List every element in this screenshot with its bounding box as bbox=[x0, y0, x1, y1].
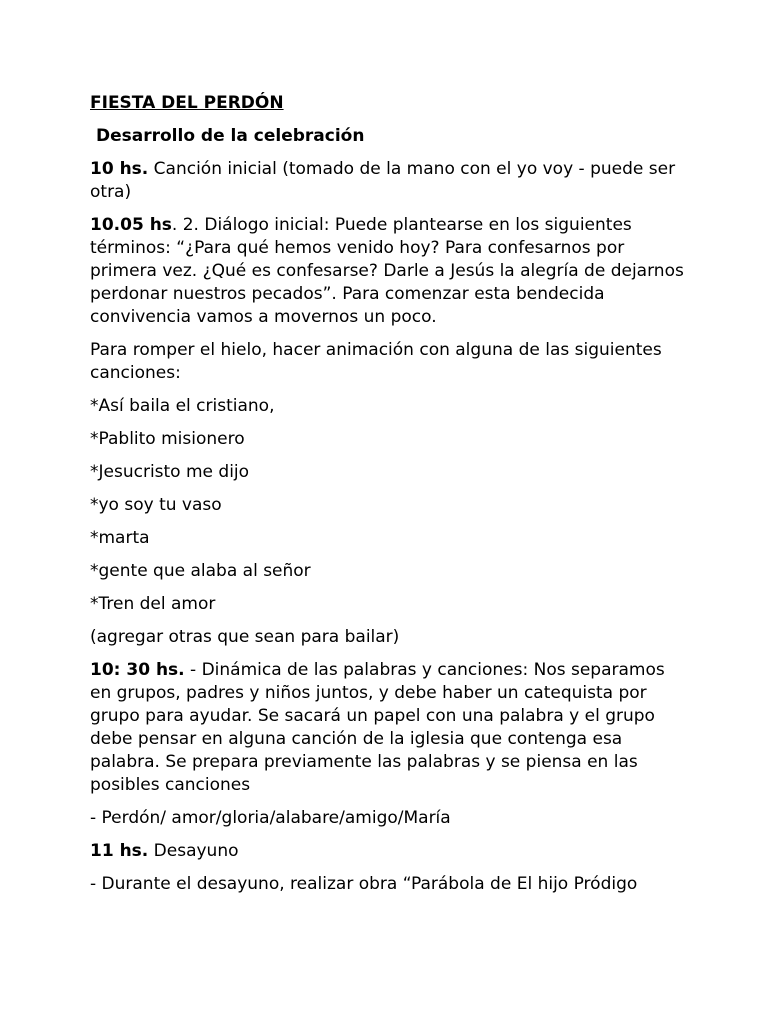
song-item: *Tren del amor bbox=[90, 594, 216, 614]
song-item: *Jesucristo me dijo bbox=[90, 462, 250, 482]
paragraph-breakfast-note: - Durante el desayuno, realizar obra “Parábola de El hijo Pródigo bbox=[90, 874, 638, 894]
song-item: *gente que alaba al señor bbox=[90, 561, 311, 581]
song-item: *yo soy tu vaso bbox=[90, 495, 222, 515]
time-label: 10 hs. bbox=[90, 159, 149, 179]
paragraph-dynamics bbox=[90, 659, 686, 797]
paragraph-text: . 2. Diálogo inicial: Puede plantearse en los siguientes términos: “¿Para qué hemos venido hoy? Para confesarnos por primera vez. ¿Qué es confesarse? Darle a Jesús la alegría de dejarnos perdonar nuestros pecados”. Para comenzar esta bendecida convivencia vamos a movernos un poco. bbox=[90, 215, 684, 327]
document-subtitle: Desarrollo de la celebración bbox=[96, 126, 365, 146]
paragraph-songs-intro: Para romper el hielo, hacer animación con alguna de las siguientes canciones: bbox=[90, 340, 662, 383]
time-label: 11 hs. bbox=[90, 841, 149, 861]
paragraph-songs-note: (agregar otras que sean para bailar) bbox=[90, 627, 400, 647]
paragraph-text: Desayuno bbox=[148, 841, 239, 861]
paragraph-opening-song bbox=[90, 158, 686, 204]
document-page bbox=[90, 92, 686, 906]
time-label: 10.05 hs bbox=[90, 215, 172, 235]
document-title: FIESTA DEL PERDÓN bbox=[90, 93, 284, 113]
paragraph-words: - Perdón/ amor/gloria/alabare/amigo/María bbox=[90, 808, 451, 828]
paragraph-initial-dialogue bbox=[90, 214, 686, 329]
song-item: *Pablito misionero bbox=[90, 429, 245, 449]
song-item: *marta bbox=[90, 528, 150, 548]
paragraph-text: Canción inicial (tomado de la mano con el yo voy - puede ser otra) bbox=[90, 159, 676, 202]
song-item: *Así baila el cristiano, bbox=[90, 396, 275, 416]
paragraph-breakfast bbox=[90, 840, 686, 863]
time-label: 10: 30 hs. bbox=[90, 660, 185, 680]
paragraph-text: - Dinámica de las palabras y canciones: Nos separamos en grupos, padres y niños juntos, y debe haber un catequista por grupo para ayudar. Se sacará un papel con una palabra y el grupo debe pensar en alguna canción de la iglesia que contenga esa palabra. Se prepara previamente las palabras y se piensa en las posibles canciones bbox=[90, 660, 665, 795]
